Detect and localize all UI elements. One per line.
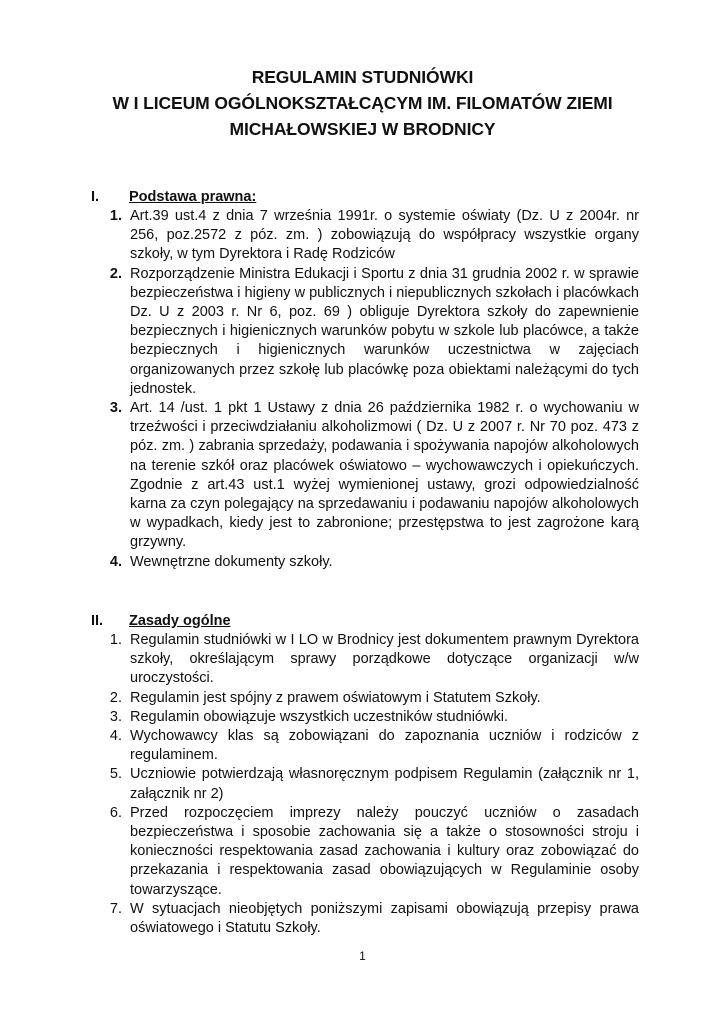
item-text: Art.39 ust.4 z dnia 7 września 1991r. o systemie oświaty (Dz. U z 2004r. nr 256, poz.2572 z póz. zm. ) zobowiązują do współpracy wszystkie organy szkoły, w tym Dyrektora i Radę Rodziców [130, 208, 639, 263]
list-item [0, 727, 725, 765]
item-text: Art. 14 /ust. 1 pkt 1 Ustawy z dnia 26 października 1982 r. o wychowaniu w trzeźwości i przeciwdziałaniu alkoholizmowi ( Dz. U z 2007 r. Nr 70 poz. 473 z póz. zm. ) zabrania sprzedaży, podawania i spożywania napojów alkoholowych na terenie szkół oraz placówek oświatowo – wychowawczych i opiekuńczych. Zgodnie z art.43 ust.1 wyżej wymienionej ustawy, grozi odpowiedzialność karna za czyn polegający na sprzedawaniu i podawaniu napojów alkoholowych w wypadkach, kiedy jest to zabronione; przestępstwa to jest zagrożone karą grzywny. [130, 400, 639, 551]
list-item [0, 207, 725, 265]
item-text: W sytuacjach nieobjętych poniższymi zapisami obowiązują przepisy prawa oświatowego i Statutu Szkoły. [130, 900, 639, 937]
list-item [0, 804, 725, 900]
item-number: 1. [109, 632, 122, 648]
title-line-3: MICHAŁOWSKIEJ W BRODNICY [229, 119, 496, 139]
item-text: Regulamin obowiązuje wszystkich uczestników studniówki. [130, 708, 508, 725]
item-number: 4. [109, 553, 122, 570]
item-text: Wychowawcy klas są zobowiązani do zapoznania uczniów i rodziców z regulaminem. [130, 728, 639, 764]
list-item [0, 900, 725, 938]
section-heading-legal-basis [91, 188, 256, 207]
item-number: 5. [109, 766, 122, 783]
item-text: Przed rozpoczęciem imprezy należy pouczyć uczniów o zasadach bezpieczeństwa i sposobie zachowania się a także o stosowności stroju i konieczności respektowania zasad zachowania i kultury oraz zobowiązać do przekazania i respektowania zasad obowiązujących w Regulaminie osoby towarzyszące. [130, 804, 639, 898]
document-title [0, 64, 725, 142]
item-text: Uczniowie potwierdzają własnoręcznym podpisem Regulamin (załącznik nr 1, załącznik nr 2) [130, 766, 639, 802]
item-number: 3. [109, 400, 122, 417]
list-item [0, 399, 725, 553]
item-text: Rozporządzenie Ministra Edukacji i Sportu z dnia 31 grudnia 2002 r. w sprawie bezpieczeństwa i higieny w publicznych i niepublicznych szkołach i placówkach Dz. U z 2003 r. Nr 6, poz. 69 ) obliguje Dyrektora szkoły do zapewnienie bezpiecznych i higienicznych warunków pobytu w szkole lub placówce, a także bezpiecznych i higienicznych warunków uczestnictwa w zajęciach organizowanych przez szkołę lub placówkę poza obiektami należącymi do tych jednostek. [130, 265, 639, 397]
list-item [0, 689, 725, 708]
list-item [0, 265, 725, 399]
item-number: 7. [109, 900, 122, 917]
legal-basis-list [0, 207, 725, 572]
list-item [0, 553, 725, 572]
item-number: 6. [109, 804, 122, 821]
item-number: 2. [109, 689, 122, 706]
section-title: Zasady ogólne [129, 613, 231, 629]
title-line-1: REGULAMIN STUDNIÓWKI [251, 67, 474, 87]
item-text: Regulamin studniówki w I LO w Brodnicy jest dokumentem prawnym Dyrektora szkoły, określającym sprawy porządkowe dotyczące organizacji w/w uroczystości. [130, 632, 639, 687]
section-number: II. [91, 613, 104, 629]
list-item [0, 631, 725, 689]
item-number: 4. [109, 728, 122, 745]
section-number: I. [91, 189, 100, 205]
page-number: 1 [359, 949, 366, 963]
item-number: 2. [109, 265, 122, 282]
item-text: Wewnętrzne dokumenty szkoły. [130, 553, 333, 570]
general-rules-list [0, 631, 725, 938]
section-title: Podstawa prawna: [129, 189, 257, 205]
title-line-2: W I LICEUM OGÓLNOKSZTAŁCĄCYM IM. FILOMATÓW ZIEMI [112, 93, 613, 113]
list-item [0, 765, 725, 803]
item-number: 1. [109, 208, 122, 224]
item-number: 3. [109, 708, 122, 725]
item-text: Regulamin jest spójny z prawem oświatowym i Statutem Szkoły. [130, 689, 541, 706]
list-item [0, 708, 725, 727]
section-heading-general-rules [91, 612, 231, 631]
